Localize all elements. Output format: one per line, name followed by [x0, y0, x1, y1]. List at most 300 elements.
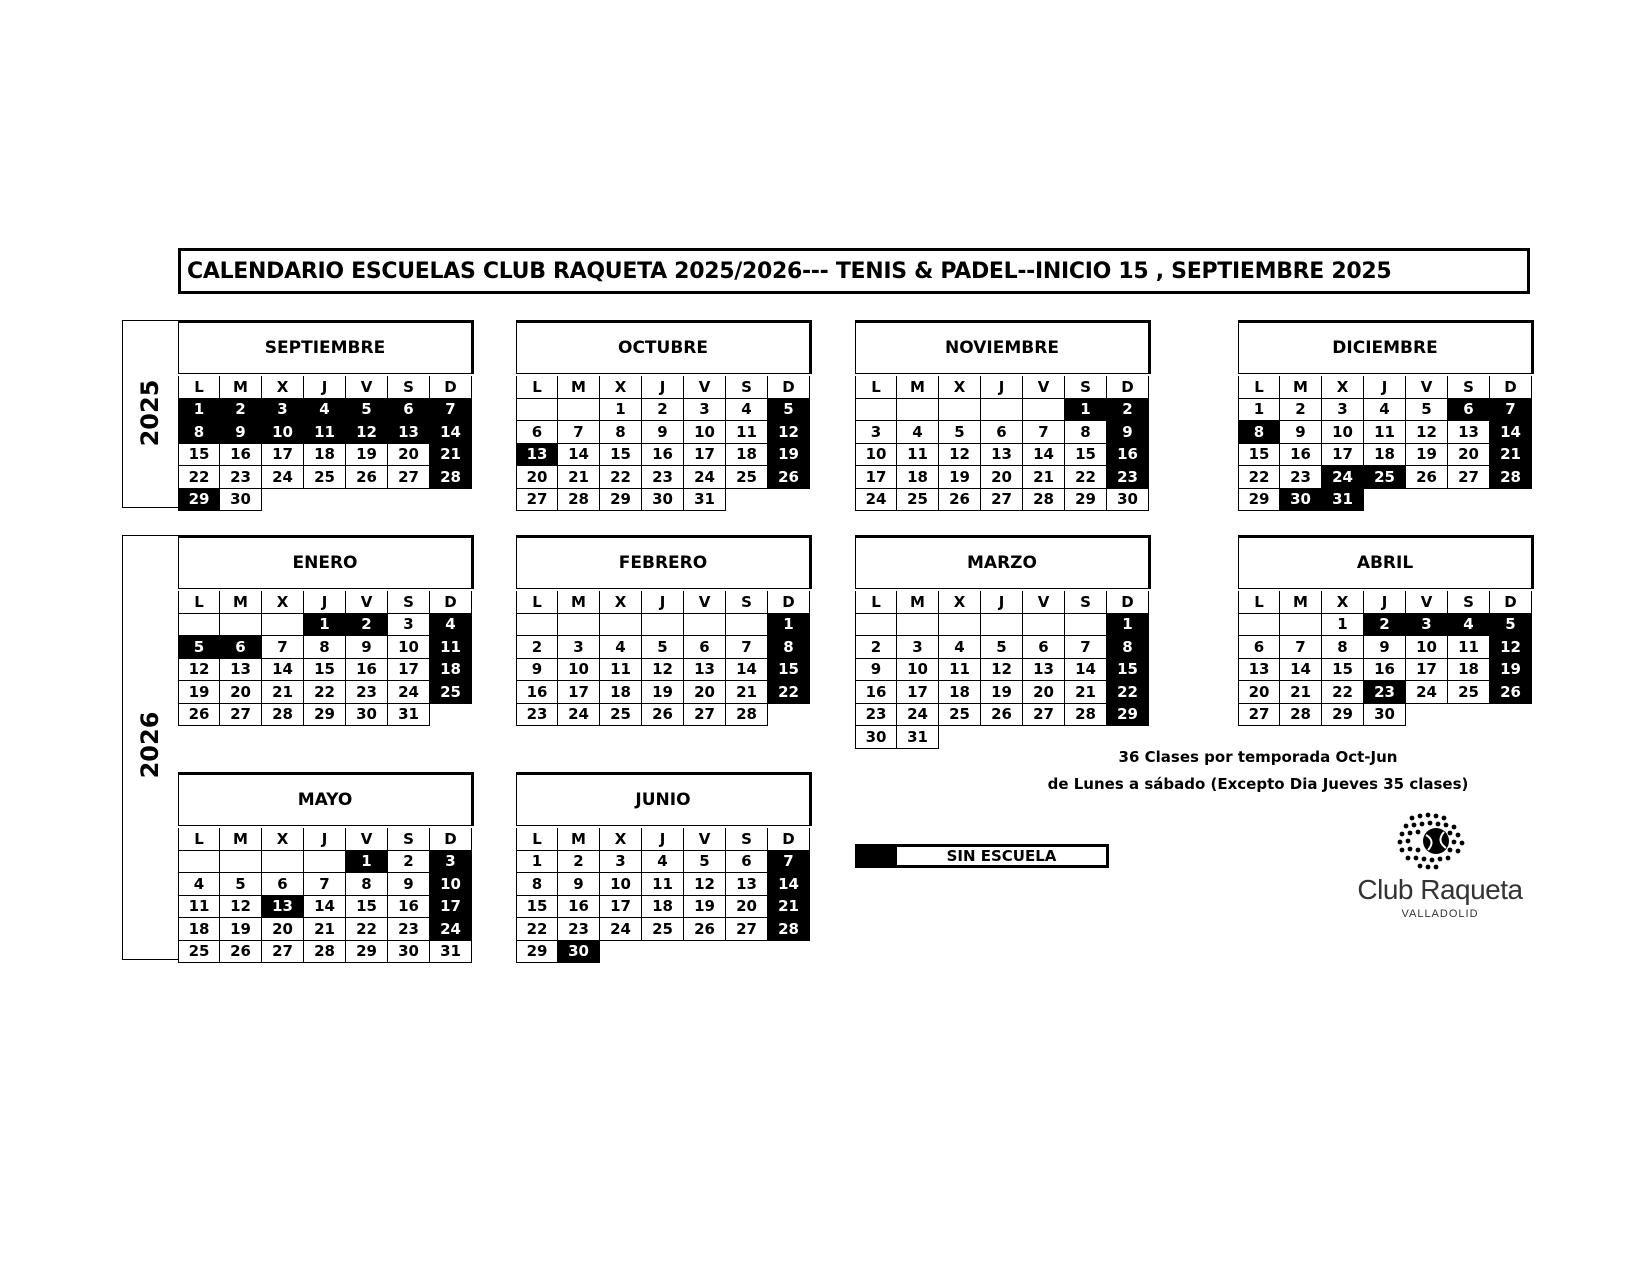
day-cell: 18: [897, 466, 939, 489]
weekday-header: V: [346, 828, 388, 851]
month-name: OCTUBRE: [516, 320, 812, 374]
weekday-header: M: [220, 828, 262, 851]
day-cell: 15: [600, 444, 642, 467]
empty-cell: [939, 399, 981, 422]
day-cell: 23: [1280, 466, 1322, 489]
day-cell: 16: [346, 659, 388, 682]
day-cell: 10: [1322, 421, 1364, 444]
day-cell: 21: [558, 466, 600, 489]
empty-cell: [1448, 489, 1490, 512]
weekday-header: S: [1065, 591, 1107, 614]
day-cell-no-school: 13: [262, 896, 304, 919]
day-cell: 10: [600, 873, 642, 896]
day-cell: 24: [897, 704, 939, 727]
day-cell: 25: [304, 466, 346, 489]
day-cell-no-school: 7: [768, 851, 810, 874]
day-cell: 15: [304, 659, 346, 682]
day-cell: 20: [1238, 681, 1280, 704]
empty-cell: [1448, 704, 1490, 727]
month-name: SEPTIEMBRE: [178, 320, 474, 374]
month-name: DICIEMBRE: [1238, 320, 1534, 374]
empty-cell: [262, 489, 304, 512]
weekday-header: M: [220, 591, 262, 614]
legend-label: SIN ESCUELA: [897, 844, 1109, 868]
day-cell-no-school: 29: [178, 489, 220, 512]
day-cell: 12: [684, 873, 726, 896]
empty-cell: [304, 489, 346, 512]
day-cell-no-school: 22: [1107, 681, 1149, 704]
day-cell: 5: [1406, 399, 1448, 422]
empty-cell: [768, 704, 810, 727]
weekday-header: X: [600, 828, 642, 851]
day-cell: 26: [220, 941, 262, 964]
day-cell: 3: [897, 636, 939, 659]
racket-ball-icon: [1350, 808, 1530, 874]
day-cell: 18: [600, 681, 642, 704]
weekday-header: J: [642, 376, 684, 399]
weekday-header: S: [1448, 376, 1490, 399]
day-cell-no-school: 28: [430, 466, 472, 489]
day-cell: 12: [939, 444, 981, 467]
day-cell-no-school: 7: [430, 399, 472, 422]
empty-cell: [346, 489, 388, 512]
day-cell: 10: [388, 636, 430, 659]
day-cell: 5: [939, 421, 981, 444]
day-cell: 14: [1280, 659, 1322, 682]
month-grid: [855, 591, 1151, 749]
empty-cell: [304, 851, 346, 874]
day-cell: 23: [346, 681, 388, 704]
day-cell-no-school: 21: [1490, 444, 1532, 467]
month-febrero: [516, 535, 812, 726]
day-cell: 7: [558, 421, 600, 444]
day-cell: 11: [897, 444, 939, 467]
logo-subtitle: VALLADOLID: [1401, 908, 1479, 920]
day-cell-no-school: 19: [768, 444, 810, 467]
day-cell: 29: [1322, 704, 1364, 727]
day-cell: 6: [684, 636, 726, 659]
day-cell: 13: [981, 444, 1023, 467]
day-cell-no-school: 3: [1406, 614, 1448, 637]
day-cell: 21: [726, 681, 768, 704]
day-cell: 18: [642, 896, 684, 919]
empty-cell: [600, 941, 642, 964]
day-cell: 21: [1023, 466, 1065, 489]
weekday-header: L: [1238, 376, 1280, 399]
day-cell-no-school: 4: [304, 399, 346, 422]
day-cell: 11: [939, 659, 981, 682]
day-cell: 22: [1238, 466, 1280, 489]
day-cell: 9: [346, 636, 388, 659]
day-cell: 4: [897, 421, 939, 444]
empty-cell: [262, 614, 304, 637]
day-cell-no-school: 1: [178, 399, 220, 422]
day-cell: 10: [684, 421, 726, 444]
day-cell: 14: [1065, 659, 1107, 682]
day-cell: 28: [304, 941, 346, 964]
empty-cell: [855, 614, 897, 637]
month-name: MARZO: [855, 535, 1151, 589]
day-cell: 6: [981, 421, 1023, 444]
day-cell-no-school: 4: [430, 614, 472, 637]
empty-cell: [726, 614, 768, 637]
day-cell: 3: [388, 614, 430, 637]
day-cell: 16: [1280, 444, 1322, 467]
day-cell: 1: [516, 851, 558, 874]
day-cell: 13: [1023, 659, 1065, 682]
day-cell: 17: [388, 659, 430, 682]
weekday-header: L: [855, 376, 897, 399]
day-cell-no-school: 25: [430, 681, 472, 704]
legend: [855, 844, 1109, 868]
day-cell: 30: [346, 704, 388, 727]
month-grid: [1238, 376, 1534, 511]
weekday-header: J: [981, 591, 1023, 614]
empty-cell: [1490, 704, 1532, 727]
day-cell: 3: [600, 851, 642, 874]
day-cell: 23: [516, 704, 558, 727]
day-cell: 13: [220, 659, 262, 682]
empty-cell: [1406, 704, 1448, 727]
day-cell: 22: [600, 466, 642, 489]
weekday-header: V: [1023, 591, 1065, 614]
day-cell: 9: [388, 873, 430, 896]
day-cell: 20: [388, 444, 430, 467]
month-name: NOVIEMBRE: [855, 320, 1151, 374]
weekday-header: D: [430, 591, 472, 614]
day-cell: 12: [1406, 421, 1448, 444]
weekday-header: L: [516, 591, 558, 614]
day-cell: 13: [684, 659, 726, 682]
weekday-header: X: [1322, 591, 1364, 614]
day-cell: 12: [178, 659, 220, 682]
day-cell: 28: [726, 704, 768, 727]
day-cell-no-school: 2: [346, 614, 388, 637]
day-cell: 17: [855, 466, 897, 489]
day-cell: 18: [939, 681, 981, 704]
day-cell: 15: [1322, 659, 1364, 682]
day-cell-no-school: 17: [430, 896, 472, 919]
day-cell: 25: [600, 704, 642, 727]
day-cell-no-school: 31: [1322, 489, 1364, 512]
month-grid: [855, 376, 1151, 511]
day-cell-no-school: 19: [1490, 659, 1532, 682]
day-cell: 4: [1364, 399, 1406, 422]
day-cell: 22: [1065, 466, 1107, 489]
weekday-header: J: [304, 828, 346, 851]
weekday-header: J: [1364, 591, 1406, 614]
month-octubre: [516, 320, 812, 511]
day-cell-no-school: 6: [220, 636, 262, 659]
day-cell: 26: [981, 704, 1023, 727]
month-diciembre: [1238, 320, 1534, 511]
day-cell-no-school: 11: [304, 421, 346, 444]
day-cell: 3: [684, 399, 726, 422]
empty-cell: [1023, 726, 1065, 749]
day-cell-no-school: 3: [430, 851, 472, 874]
day-cell: 27: [388, 466, 430, 489]
club-logo: [1350, 808, 1530, 918]
day-cell: 20: [516, 466, 558, 489]
day-cell-no-school: 30: [558, 941, 600, 964]
weekday-header: M: [1280, 591, 1322, 614]
month-grid: [178, 376, 474, 511]
day-cell: 2: [642, 399, 684, 422]
logo-name: Club Raqueta: [1357, 874, 1523, 905]
month-name: ABRIL: [1238, 535, 1534, 589]
weekday-header: J: [642, 591, 684, 614]
day-cell: 21: [304, 918, 346, 941]
day-cell-no-school: 12: [768, 421, 810, 444]
day-cell: 19: [346, 444, 388, 467]
day-cell-no-school: 22: [768, 681, 810, 704]
day-cell: 11: [642, 873, 684, 896]
day-cell-no-school: 15: [768, 659, 810, 682]
day-cell: 6: [1023, 636, 1065, 659]
day-cell: 27: [1238, 704, 1280, 727]
day-cell: 9: [1280, 421, 1322, 444]
day-cell: 27: [1023, 704, 1065, 727]
empty-cell: [726, 489, 768, 512]
day-cell-no-school: 8: [1107, 636, 1149, 659]
day-cell: 27: [684, 704, 726, 727]
weekday-header: S: [726, 828, 768, 851]
day-cell: 31: [897, 726, 939, 749]
empty-cell: [178, 614, 220, 637]
weekday-header: L: [516, 828, 558, 851]
day-cell: 26: [684, 918, 726, 941]
day-cell: 24: [855, 489, 897, 512]
day-cell: 29: [1065, 489, 1107, 512]
weekday-header: S: [388, 376, 430, 399]
day-cell: 8: [1322, 636, 1364, 659]
weekday-header: S: [726, 591, 768, 614]
day-cell: 25: [178, 941, 220, 964]
schedule-note: de Lunes a sábado (Excepto Dia Jueves 35 clases): [1047, 775, 1469, 793]
weekday-header: M: [558, 828, 600, 851]
day-cell: 17: [1322, 444, 1364, 467]
empty-cell: [768, 941, 810, 964]
day-cell: 8: [346, 873, 388, 896]
day-cell: 14: [558, 444, 600, 467]
day-cell: 22: [346, 918, 388, 941]
day-cell: 24: [1406, 681, 1448, 704]
month-septiembre: [178, 320, 474, 511]
weekday-header: L: [178, 376, 220, 399]
weekday-header: L: [855, 591, 897, 614]
empty-cell: [430, 704, 472, 727]
month-grid: [516, 376, 812, 511]
day-cell-no-school: 9: [1107, 421, 1149, 444]
day-cell: 27: [1448, 466, 1490, 489]
day-cell: 28: [1023, 489, 1065, 512]
day-cell: 1: [1238, 399, 1280, 422]
day-cell-no-school: 12: [1490, 636, 1532, 659]
weekday-header: S: [388, 828, 430, 851]
day-cell: 27: [726, 918, 768, 941]
day-cell: 16: [855, 681, 897, 704]
day-cell: 27: [981, 489, 1023, 512]
day-cell: 29: [516, 941, 558, 964]
day-cell: 14: [726, 659, 768, 682]
empty-cell: [684, 614, 726, 637]
day-cell-no-school: 21: [430, 444, 472, 467]
day-cell: 16: [388, 896, 430, 919]
day-cell: 18: [726, 444, 768, 467]
day-cell: 7: [726, 636, 768, 659]
day-cell: 21: [1280, 681, 1322, 704]
day-cell: 23: [558, 918, 600, 941]
day-cell: 14: [262, 659, 304, 682]
day-cell: 22: [304, 681, 346, 704]
day-cell-no-school: 5: [178, 636, 220, 659]
day-cell: 30: [1364, 704, 1406, 727]
weekday-header: V: [1023, 376, 1065, 399]
day-cell: 17: [1406, 659, 1448, 682]
weekday-header: X: [262, 376, 304, 399]
day-cell: 27: [220, 704, 262, 727]
month-grid: [1238, 591, 1534, 726]
day-cell: 12: [642, 659, 684, 682]
day-cell-no-school: 21: [768, 896, 810, 919]
day-cell: 1: [600, 399, 642, 422]
empty-cell: [981, 399, 1023, 422]
weekday-header: L: [516, 376, 558, 399]
legend-swatch: [855, 844, 897, 868]
day-cell: 24: [684, 466, 726, 489]
day-cell: 25: [897, 489, 939, 512]
weekday-header: L: [178, 828, 220, 851]
day-cell: 19: [642, 681, 684, 704]
day-cell: 2: [558, 851, 600, 874]
weekday-header: X: [1322, 376, 1364, 399]
day-cell: 11: [726, 421, 768, 444]
day-cell: 17: [897, 681, 939, 704]
day-cell: 26: [939, 489, 981, 512]
weekday-header: J: [304, 376, 346, 399]
day-cell: 31: [684, 489, 726, 512]
day-cell: 13: [1238, 659, 1280, 682]
weekday-header: M: [220, 376, 262, 399]
day-cell: 29: [1238, 489, 1280, 512]
empty-cell: [220, 614, 262, 637]
day-cell: 30: [388, 941, 430, 964]
day-cell: 26: [346, 466, 388, 489]
day-cell: 16: [642, 444, 684, 467]
empty-cell: [600, 614, 642, 637]
day-cell-no-school: 8: [1238, 421, 1280, 444]
day-cell: 20: [684, 681, 726, 704]
empty-cell: [939, 726, 981, 749]
day-cell-no-school: 23: [1364, 681, 1406, 704]
day-cell-no-school: 14: [1490, 421, 1532, 444]
day-cell: 11: [600, 659, 642, 682]
day-cell: 24: [262, 466, 304, 489]
day-cell: 7: [1280, 636, 1322, 659]
day-cell: 9: [855, 659, 897, 682]
day-cell-no-school: 6: [1448, 399, 1490, 422]
weekday-header: D: [1490, 591, 1532, 614]
weekday-header: J: [981, 376, 1023, 399]
month-grid: [178, 591, 474, 726]
empty-cell: [1023, 614, 1065, 637]
day-cell-no-school: 1: [1107, 614, 1149, 637]
day-cell-no-school: 2: [1364, 614, 1406, 637]
day-cell-no-school: 23: [1107, 466, 1149, 489]
empty-cell: [1065, 614, 1107, 637]
day-cell: 7: [262, 636, 304, 659]
day-cell: 25: [1448, 681, 1490, 704]
day-cell: 23: [220, 466, 262, 489]
day-cell: 13: [1448, 421, 1490, 444]
weekday-header: M: [1280, 376, 1322, 399]
day-cell-no-school: 3: [262, 399, 304, 422]
day-cell-no-school: 29: [1107, 704, 1149, 727]
day-cell-no-school: 9: [220, 421, 262, 444]
day-cell: 8: [600, 421, 642, 444]
day-cell: 4: [726, 399, 768, 422]
day-cell-no-school: 28: [1490, 466, 1532, 489]
day-cell: 8: [516, 873, 558, 896]
day-cell: 24: [558, 704, 600, 727]
day-cell: 28: [558, 489, 600, 512]
weekday-header: V: [346, 591, 388, 614]
day-cell: 19: [178, 681, 220, 704]
year-label-2025: 2025: [136, 379, 164, 447]
day-cell: 13: [726, 873, 768, 896]
weekday-header: V: [684, 591, 726, 614]
weekday-header: D: [1107, 376, 1149, 399]
month-name: FEBRERO: [516, 535, 812, 589]
day-cell: 31: [388, 704, 430, 727]
day-cell: 25: [642, 918, 684, 941]
classes-note: 36 Clases por temporada Oct-Jun: [1118, 748, 1398, 766]
empty-cell: [855, 399, 897, 422]
day-cell: 12: [981, 659, 1023, 682]
day-cell: 21: [262, 681, 304, 704]
day-cell: 26: [642, 704, 684, 727]
empty-cell: [1490, 489, 1532, 512]
month-name: MAYO: [178, 772, 474, 826]
day-cell: 15: [1065, 444, 1107, 467]
empty-cell: [262, 851, 304, 874]
day-cell: 25: [726, 466, 768, 489]
empty-cell: [981, 726, 1023, 749]
day-cell: 10: [855, 444, 897, 467]
month-grid: [516, 591, 812, 726]
day-cell-no-school: 1: [304, 614, 346, 637]
empty-cell: [1280, 614, 1322, 637]
weekday-header: L: [178, 591, 220, 614]
empty-cell: [981, 614, 1023, 637]
weekday-header: V: [1406, 376, 1448, 399]
day-cell: 20: [1023, 681, 1065, 704]
day-cell: 4: [178, 873, 220, 896]
month-abril: [1238, 535, 1534, 726]
day-cell: 3: [855, 421, 897, 444]
day-cell: 19: [1406, 444, 1448, 467]
day-cell-no-school: 25: [1364, 466, 1406, 489]
empty-cell: [388, 489, 430, 512]
day-cell: 20: [1448, 444, 1490, 467]
empty-cell: [558, 614, 600, 637]
day-cell: 15: [1238, 444, 1280, 467]
day-cell-no-school: 13: [388, 421, 430, 444]
day-cell: 12: [220, 896, 262, 919]
day-cell-no-school: 26: [1490, 681, 1532, 704]
month-grid: [516, 828, 812, 963]
day-cell: 4: [939, 636, 981, 659]
